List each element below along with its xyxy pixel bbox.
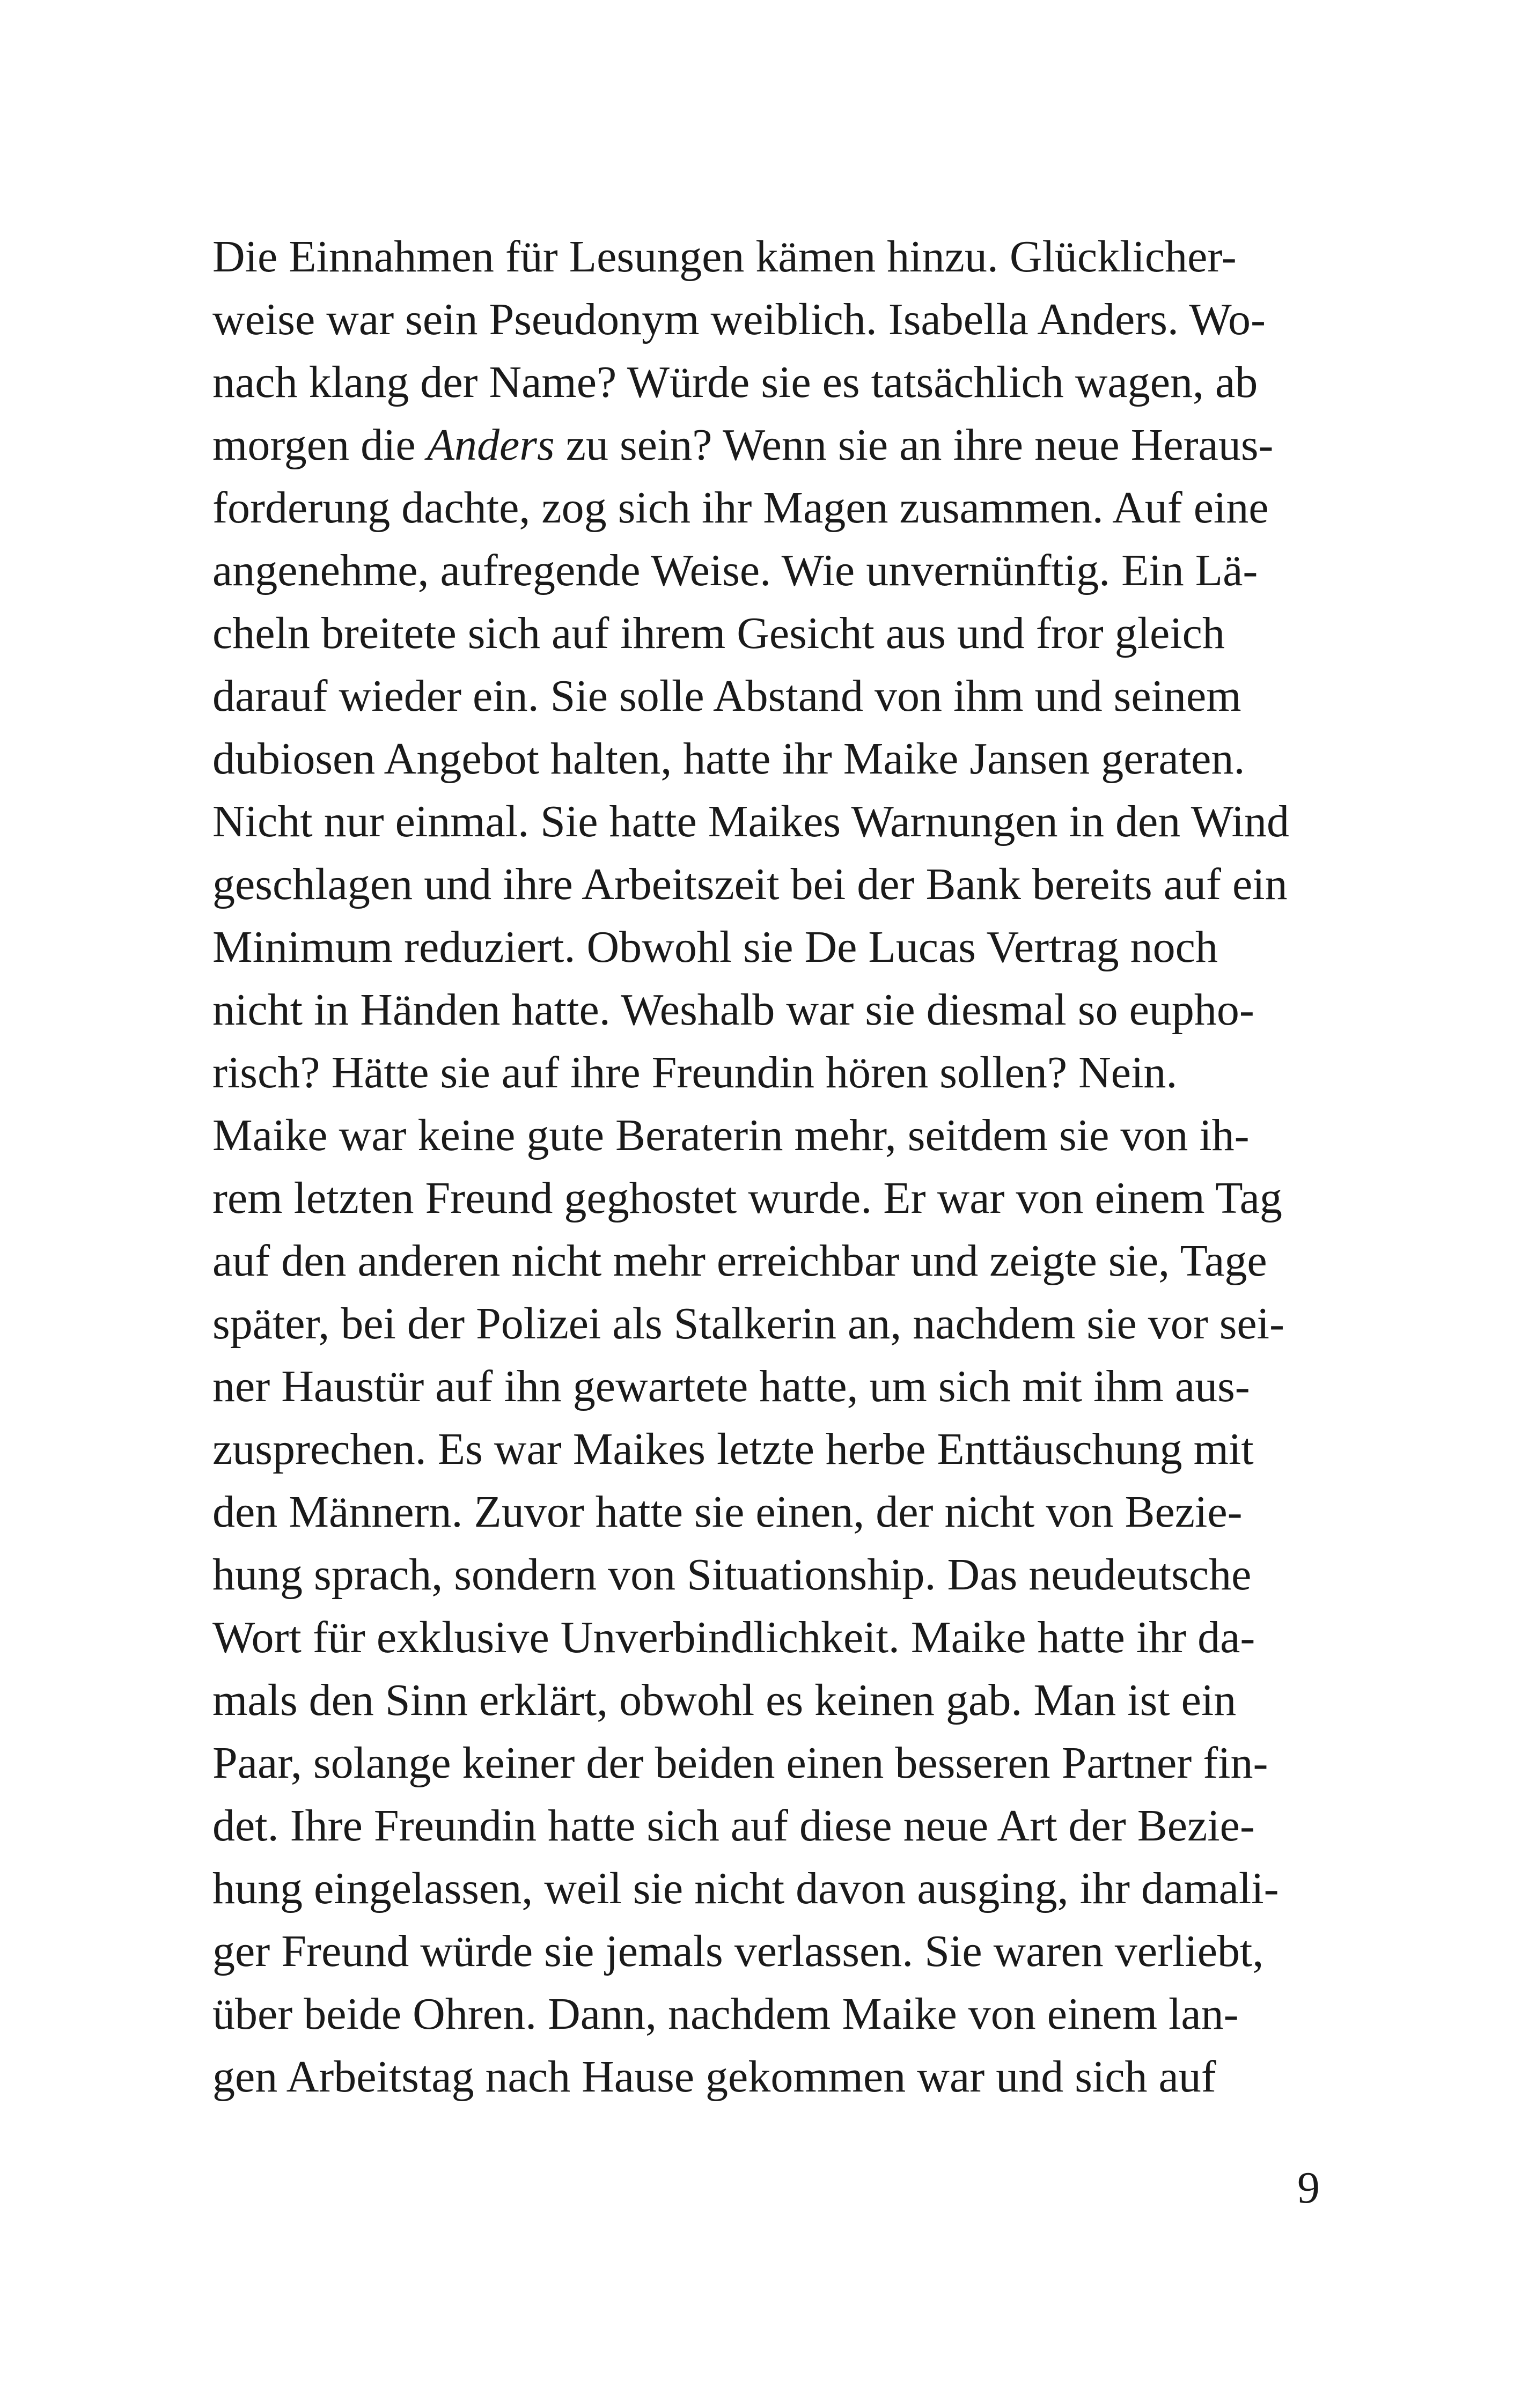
text-line: ger Freund würde sie jemals verlassen. Sie waren verliebt, xyxy=(212,1926,1264,1976)
text-line: Paar, solange keiner der beiden einen besseren Partner fin- xyxy=(212,1738,1268,1788)
page-number: 9 xyxy=(1297,2163,1320,2213)
text-line: Wort für exklusive Unverbindlichkeit. Maike hatte ihr da- xyxy=(212,1612,1255,1662)
text-line: den Männern. Zuvor hatte sie einen, der nicht von Bezie- xyxy=(212,1487,1243,1537)
text-line: cheln breitete sich auf ihrem Gesicht aus und fror gleich xyxy=(212,608,1225,658)
text-line: später, bei der Polizei als Stalkerin an, nachdem sie vor sei- xyxy=(212,1299,1284,1349)
text-line: morgen die Anders zu sein? Wenn sie an ihre neue Heraus- xyxy=(212,420,1274,470)
text-line: mals den Sinn erklärt, obwohl es keinen gab. Man ist ein xyxy=(212,1675,1237,1725)
text-line: nach klang der Name? Würde sie es tatsächlich wagen, ab xyxy=(212,357,1258,407)
text-line: rem letzten Freund geghostet wurde. Er war von einem Tag xyxy=(212,1173,1282,1223)
text-line: Maike war keine gute Beraterin mehr, seitdem sie von ih- xyxy=(212,1110,1250,1160)
text-line: gen Arbeitstag nach Hause gekommen war und sich auf xyxy=(212,2052,1216,2102)
text-line: Minimum reduziert. Obwohl sie De Lucas Vertrag noch xyxy=(212,922,1218,972)
text-line: darauf wieder ein. Sie solle Abstand von ihm und seinem xyxy=(212,671,1241,721)
text-line: det. Ihre Freundin hatte sich auf diese neue Art der Bezie- xyxy=(212,1801,1255,1851)
italic-name: Anders xyxy=(427,420,555,470)
body-text xyxy=(212,225,1318,2108)
text-line: risch? Hätte sie auf ihre Freundin hören sollen? Nein. xyxy=(212,1048,1178,1098)
text-line: angenehme, aufregende Weise. Wie unvernünftig. Ein Lä- xyxy=(212,546,1258,595)
text-line: Die Einnahmen für Lesungen kämen hinzu. Glücklicher- xyxy=(212,232,1237,282)
text-line: hung eingelassen, weil sie nicht davon ausging, ihr damali- xyxy=(212,1864,1279,1913)
text-line: zusprechen. Es war Maikes letzte herbe Enttäuschung mit xyxy=(212,1424,1254,1474)
line-prefix: morgen die xyxy=(212,420,416,470)
text-line: nicht in Händen hatte. Weshalb war sie diesmal so eupho- xyxy=(212,985,1254,1035)
text-line: geschlagen und ihre Arbeitszeit bei der Bank bereits auf ein xyxy=(212,859,1288,909)
text-line: hung sprach, sondern von Situationship. Das neudeutsche xyxy=(212,1550,1252,1600)
text-line: forderung dachte, zog sich ihr Magen zusammen. Auf eine xyxy=(212,483,1269,533)
text-line: auf den anderen nicht mehr erreichbar und zeigte sie, Tage xyxy=(212,1236,1267,1286)
text-line: weise war sein Pseudonym weiblich. Isabella Anders. Wo- xyxy=(212,294,1266,344)
text-line: über beide Ohren. Dann, nachdem Maike von einem lan- xyxy=(212,1989,1239,2039)
text-line: dubiosen Angebot halten, hatte ihr Maike Jansen geraten. xyxy=(212,734,1245,784)
text-line: ner Haustür auf ihn gewartete hatte, um sich mit ihm aus- xyxy=(212,1361,1250,1411)
text-line: Nicht nur einmal. Sie hatte Maikes Warnungen in den Wind xyxy=(212,797,1289,846)
